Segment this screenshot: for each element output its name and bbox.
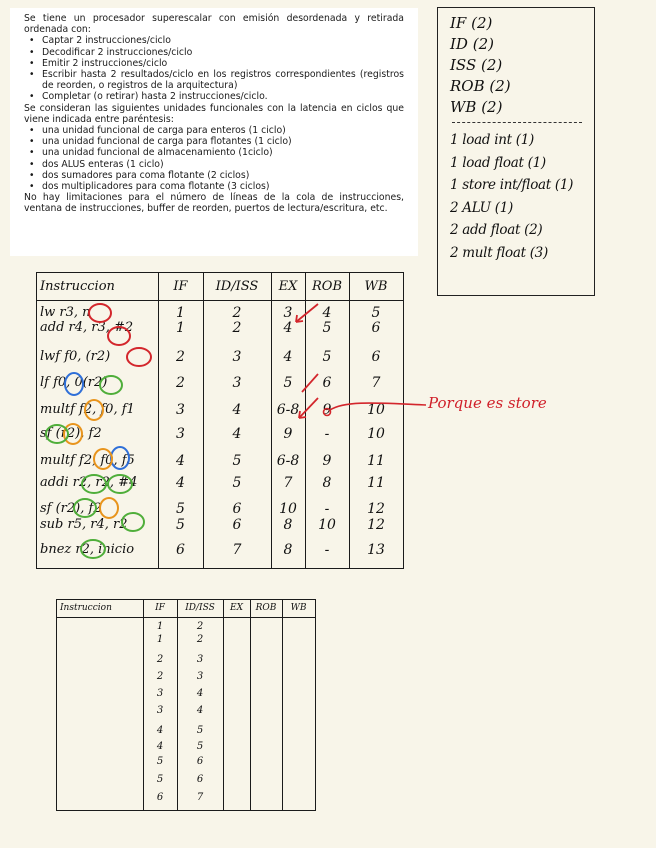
arrow-icon xyxy=(330,403,426,410)
list-item: • Captar 2 instrucciones/ciclo xyxy=(28,35,404,46)
register-circle xyxy=(85,400,103,420)
register-circle xyxy=(108,475,132,493)
list-item: • Escribir hasta 2 resultados/ciclo en los registros correspondientes (registros de reorden, o registros de la arquitectura) xyxy=(28,69,404,91)
table-cell: 8 xyxy=(322,475,332,491)
table-cell: - xyxy=(324,542,330,558)
table-cell: 9 xyxy=(322,453,332,469)
register-circle xyxy=(100,376,122,394)
arrow-icon xyxy=(296,304,318,322)
functional-unit-note: 2 mult float (3) xyxy=(450,244,548,261)
table-cell: 11 xyxy=(367,475,385,491)
instruction-cell: sub r5, r4, r2 xyxy=(40,517,128,532)
table-cell: 6 xyxy=(196,774,204,785)
functional-unit-note: 2 add float (2) xyxy=(450,222,543,238)
stage-width-note: WB (2) xyxy=(450,98,503,116)
table-header-cell: ID/ISS xyxy=(185,603,215,613)
table-cell: - xyxy=(324,501,330,517)
register-circle xyxy=(74,499,96,517)
table-cell: 6 xyxy=(322,375,332,391)
table-cell: 5 xyxy=(283,375,293,391)
table-cell: 4 xyxy=(283,349,293,365)
statement-intro: Se tiene un procesador superescalar con emisión desordenada y retirada ordenada con: xyxy=(24,13,404,36)
list-item: • una unidad funcional de carga para enteros (1 ciclo) xyxy=(28,125,404,136)
table-cell: 1 xyxy=(156,634,164,645)
table-cell: 5 xyxy=(176,517,185,533)
register-circle xyxy=(111,447,129,469)
table-cell: 5 xyxy=(156,774,164,785)
instruction-cell: add r4, r3, #2 xyxy=(40,320,134,335)
register-circle xyxy=(122,513,144,531)
table-cell: 11 xyxy=(367,453,385,469)
table-header-cell: WB xyxy=(364,279,388,294)
table-cell: 2 xyxy=(196,621,204,632)
table-cell: 8 xyxy=(283,542,293,558)
table-cell: 3 xyxy=(156,688,164,699)
arrow-icon xyxy=(299,398,318,418)
table-cell: 4 xyxy=(232,426,242,442)
table-cell: 1 xyxy=(176,320,185,336)
table-cell: 10 xyxy=(367,402,385,418)
instruction-cell: multf f2, f0, f1 xyxy=(40,402,135,417)
stage-width-note: ROB (2) xyxy=(450,77,511,95)
table-cell: 1 xyxy=(176,305,185,321)
table-cell: 10 xyxy=(318,517,336,533)
instruction-cell: multf f2, f0, f5 xyxy=(40,453,135,468)
instruction-cell: lw r3, n xyxy=(40,305,91,320)
table-cell: 6 xyxy=(371,349,381,365)
table-cell: 5 xyxy=(232,453,242,469)
list-item: • una unidad funcional de almacenamiento (1ciclo) xyxy=(28,147,404,158)
stage-width-note: IF (2) xyxy=(450,14,493,32)
instruction-cell: sf (r2), f2 xyxy=(40,426,102,441)
table-cell: 7 xyxy=(371,375,381,391)
table-cell: 3 xyxy=(232,349,242,365)
table-cell: 9 xyxy=(322,402,332,418)
instruction-cell: addi r2, r2, #4 xyxy=(40,475,138,490)
table-cell: 4 xyxy=(196,705,204,716)
table-cell: 10 xyxy=(279,501,297,517)
table-cell: 3 xyxy=(176,402,185,418)
table-cell: 7 xyxy=(283,475,293,491)
table-cell: 3 xyxy=(283,305,293,321)
table-header-cell: ROB xyxy=(255,603,277,613)
table-cell: 5 xyxy=(176,501,185,517)
table-cell: 6 xyxy=(232,517,242,533)
store-annotation: Porque es store xyxy=(428,394,547,412)
table-cell: - xyxy=(324,426,330,442)
register-circle xyxy=(89,304,111,322)
register-circle xyxy=(82,475,106,493)
table-cell: 2 xyxy=(176,375,185,391)
table-cell: 12 xyxy=(367,517,385,533)
instruction-cell: sf (r2), f2 xyxy=(40,501,102,516)
functional-unit-note: 1 load float (1) xyxy=(450,154,546,171)
register-circle xyxy=(100,498,118,518)
table-cell: 6 xyxy=(156,792,164,803)
table-cell: 2 xyxy=(232,305,242,321)
functional-unit-note: 2 ALU (1) xyxy=(450,199,513,216)
table-cell: 4 xyxy=(322,305,332,321)
table-cell: 4 xyxy=(176,475,185,491)
table-cell: 4 xyxy=(156,741,164,752)
table-cell: 9 xyxy=(283,426,293,442)
list-item: • Completar (o retirar) hasta 2 instrucciones/ciclo. xyxy=(28,91,404,102)
table-cell: 7 xyxy=(232,542,242,558)
table-cell: 1 xyxy=(156,621,164,632)
table-cell: 4 xyxy=(232,402,242,418)
table-cell: 5 xyxy=(322,320,332,336)
table-cell: 2 xyxy=(176,349,185,365)
table-cell: 2 xyxy=(232,320,242,336)
table-cell: 3 xyxy=(196,671,204,682)
table-cell: 5 xyxy=(371,305,381,321)
table-cell: 4 xyxy=(176,453,185,469)
stage-width-note: ISS (2) xyxy=(450,56,503,74)
table-header-cell: WB xyxy=(290,603,307,613)
stage-width-note: ID (2) xyxy=(450,35,494,53)
arrow-icon xyxy=(302,374,318,392)
table-header-cell: Instruccion xyxy=(40,279,115,294)
register-circle xyxy=(65,373,83,395)
list-item: • dos ALUS enteras (1 ciclo) xyxy=(28,159,404,170)
table-cell: 4 xyxy=(196,688,204,699)
table-cell: 4 xyxy=(283,320,293,336)
register-circle xyxy=(94,449,112,469)
instruction-cell: bnez r2, inicio xyxy=(40,542,135,557)
table-cell: 10 xyxy=(367,426,385,442)
table-cell: 2 xyxy=(156,654,164,665)
table-header-cell: ID/ISS xyxy=(215,279,259,294)
table-cell: 5 xyxy=(322,349,332,365)
table-cell: 3 xyxy=(156,705,164,716)
functional-unit-note: 1 load int (1) xyxy=(450,132,534,148)
table-header-cell: Instruccion xyxy=(60,603,112,613)
instruction-cell: lf f0, 0(r2) xyxy=(40,375,108,390)
table-cell: 6 xyxy=(176,542,185,558)
table-header-cell: IF xyxy=(173,279,188,294)
table-cell: 2 xyxy=(196,634,204,645)
table-cell: 3 xyxy=(176,426,185,442)
statement-outro: No hay limitaciones para el número de líneas de la cola de instrucciones, ventana de instrucciones, buffer de reorden, puertos de lectura/escritura, etc. xyxy=(24,192,404,215)
table-cell: 4 xyxy=(156,725,164,736)
table-cell: 6-8 xyxy=(276,453,300,469)
register-circle xyxy=(81,540,105,558)
table-cell: 5 xyxy=(156,756,164,767)
list-item: • dos multiplicadores para coma flotante (3 ciclos) xyxy=(28,181,404,192)
table-cell: 5 xyxy=(196,741,204,752)
table-header-cell: IF xyxy=(155,603,165,613)
instruction-cell: lwf f0, (r2) xyxy=(40,349,111,364)
table-cell: 6 xyxy=(371,320,381,336)
register-circle xyxy=(64,424,82,444)
list-item: • dos sumadores para coma flotante (2 ciclos) xyxy=(28,170,404,181)
table-cell: 5 xyxy=(232,475,242,491)
table-header-cell: EX xyxy=(230,603,243,613)
table-cell: 6-8 xyxy=(276,402,300,418)
register-circle xyxy=(108,327,130,345)
annotation-dot xyxy=(324,409,331,416)
table-cell: 12 xyxy=(367,501,385,517)
list-item: • Emitir 2 instrucciones/ciclo xyxy=(28,58,404,69)
table-cell: 2 xyxy=(156,671,164,682)
table-cell: 3 xyxy=(232,375,242,391)
table-cell: 6 xyxy=(196,756,204,767)
list-item: • Decodificar 2 instrucciones/ciclo xyxy=(28,47,404,58)
table-header-cell: EX xyxy=(278,279,298,294)
register-circle xyxy=(127,348,151,366)
table-header-cell: ROB xyxy=(312,279,342,294)
table-cell: 13 xyxy=(367,542,385,558)
table-cell: 3 xyxy=(196,654,204,665)
table-cell: 6 xyxy=(232,501,242,517)
list-item: • una unidad funcional de carga para flotantes (1 ciclo) xyxy=(28,136,404,147)
functional-unit-note: 1 store int/float (1) xyxy=(450,177,574,193)
table-cell: 7 xyxy=(196,792,204,803)
table-cell: 8 xyxy=(283,517,293,533)
table-cell: 5 xyxy=(196,725,204,736)
units-intro: Se consideran las siguientes unidades funcionales con la latencia en ciclos que viene indicada entre paréntesis: xyxy=(24,102,404,125)
